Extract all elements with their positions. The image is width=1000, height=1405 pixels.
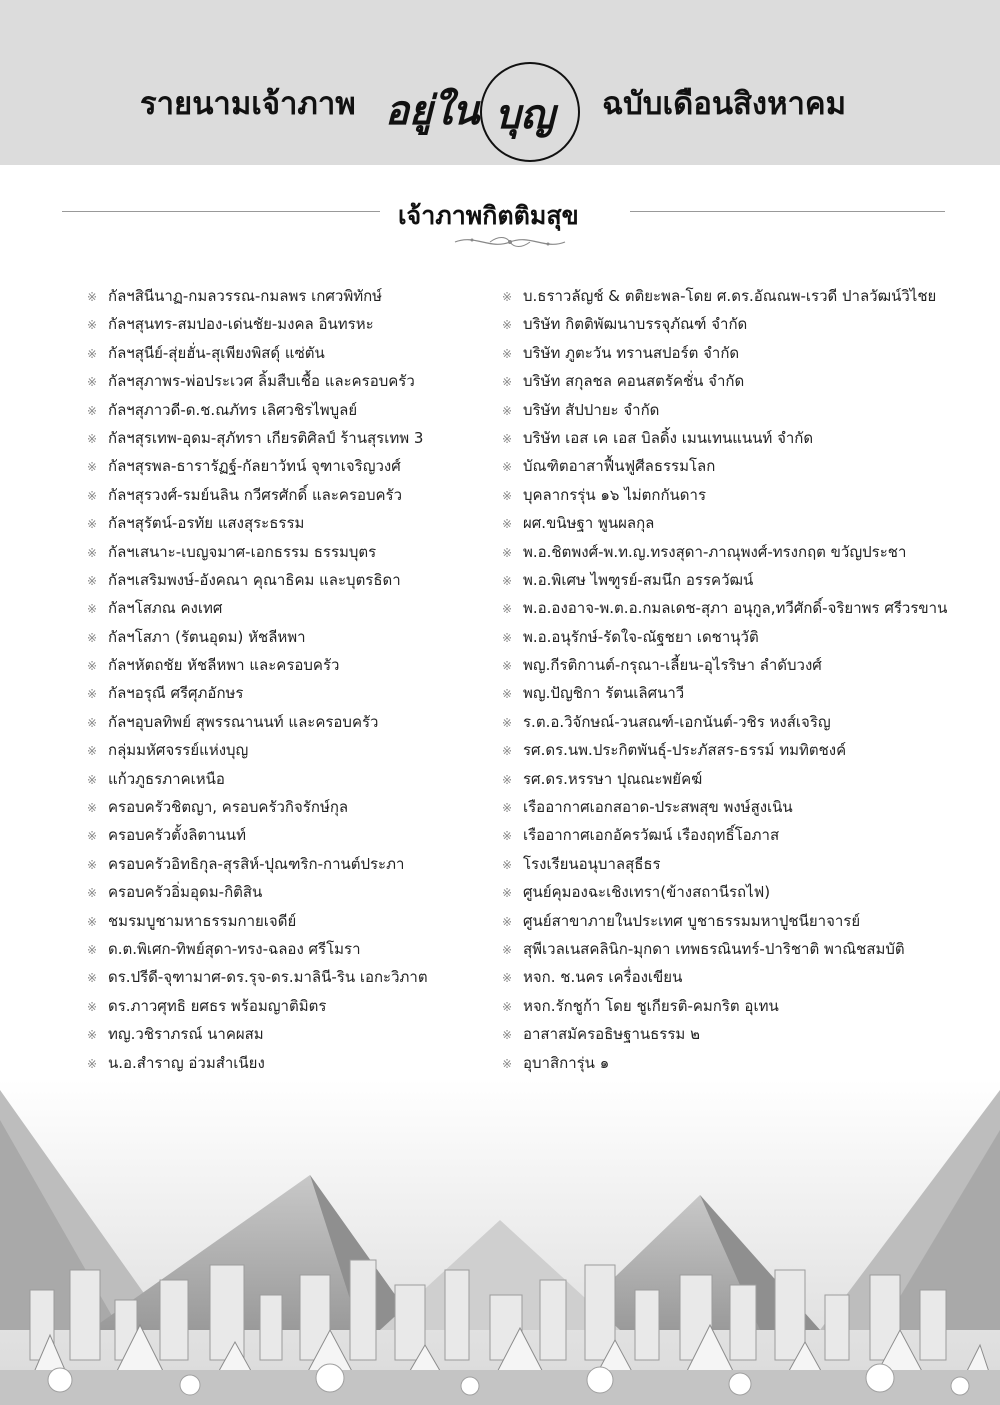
- donor-name: สุพีเวลเนสคลินิก-มุกดา เทพธรณินทร์-ปาริชาติ พาณิชสมบัติ: [523, 939, 905, 958]
- asterism-bullet-icon: ※: [502, 744, 513, 759]
- asterism-bullet-icon: ※: [87, 375, 98, 390]
- donor-list-item: [502, 708, 962, 736]
- donor-name: บริษัท เอส เค เอส บิลดิ้ง เมนเทนแนนท์ จำกัด: [523, 428, 814, 447]
- donor-list-item: [87, 396, 492, 424]
- donor-list-item: [502, 679, 962, 707]
- donor-list-item: [502, 424, 962, 452]
- asterism-bullet-icon: ※: [502, 488, 513, 503]
- donor-name: บ.ธราวลัญช์ & ตติยะพล-โดย ศ.ดร.อัณณพ-เรวดี ปาลวัฒน์วิไชย: [523, 287, 937, 305]
- asterism-bullet-icon: ※: [502, 545, 513, 560]
- donor-name: กัลฯอุบลทิพย์ สุพรรณานนท์ และครอบครัว: [108, 712, 379, 731]
- section-divider-left: [62, 211, 380, 212]
- donor-name: กัลฯเสนาะ-เบญจมาศ-เอกธรรม ธรรมบุตร: [108, 542, 377, 561]
- asterism-bullet-icon: ※: [502, 573, 513, 588]
- donor-name: บริษัท สัปปายะ จำกัด: [523, 400, 660, 419]
- donor-list-item: [87, 736, 492, 764]
- donor-list-item: [87, 708, 492, 736]
- donor-list-item: [502, 907, 962, 935]
- donor-list-item: [502, 452, 962, 480]
- donor-name: กัลฯสุรเทพ-อุดม-สุภัทรา เกียรติศิลป์ ร้านสุรเทพ 3: [108, 428, 424, 447]
- donor-list-item: [502, 481, 962, 509]
- donor-list-item: [502, 992, 962, 1020]
- donor-list-item: [87, 679, 492, 707]
- logo-text-second: บุญ: [495, 91, 555, 138]
- asterism-bullet-icon: ※: [87, 857, 98, 872]
- asterism-bullet-icon: ※: [502, 290, 513, 304]
- donor-list-item: [87, 424, 492, 452]
- asterism-bullet-icon: ※: [87, 744, 98, 759]
- asterism-bullet-icon: ※: [87, 517, 98, 532]
- donor-list-item: [87, 850, 492, 878]
- donor-name: บริษัท กิตติพัฒนาบรรจุภัณฑ์ จำกัด: [523, 315, 748, 334]
- donor-name: พญ.ปัญชิกา รัตนเลิศนาวี: [523, 684, 685, 703]
- flourish-ornament-icon: [450, 232, 570, 252]
- donor-list-item: [87, 623, 492, 651]
- asterism-bullet-icon: ※: [502, 772, 513, 787]
- donor-list-item: [502, 736, 962, 764]
- donor-name: ศูนย์คุมองฉะเชิงเทรา(ข้างสถานีรถไฟ): [523, 883, 771, 902]
- donor-name: กัลฯสุนีย์-สุ่ยฮั่น-สุเพียงพิสดุ์ แซ่ตัน: [108, 343, 325, 362]
- donor-name: กัลฯสินีนาฏ-กมลวรรณ-กมลพร เกศวพิทักษ์: [108, 287, 383, 305]
- donor-name: น.อ.สำราญ อ่วมสำเนียง: [108, 1053, 265, 1072]
- donor-name: พญ.กีรติกานต์-กรุณา-เลี้ยน-อุไรริษา ลำดับวงศ์: [523, 656, 822, 675]
- donor-name: แก้วภูธรภาคเหนือ: [108, 769, 225, 788]
- donor-list-item: [502, 1020, 962, 1048]
- donor-name: กัลฯโสภา (รัตนอุดม) หัชลีหพา: [108, 627, 306, 646]
- donor-list-item: [502, 396, 962, 424]
- asterism-bullet-icon: ※: [87, 801, 98, 816]
- donor-name: บัณฑิตอาสาฟื้นฟูศีลธรรมโลก: [523, 457, 716, 476]
- header-title-right: ฉบับเดือนสิงหาคม: [602, 86, 847, 122]
- donor-name: กัลฯสุภาวดี-ด.ช.ณภัทร เลิศวชิรไพบูลย์: [108, 400, 358, 419]
- asterism-bullet-icon: ※: [502, 886, 513, 901]
- donor-list-left: [87, 282, 492, 1134]
- donor-name: เรืออากาศเอกอัครวัฒน์ เรืองฤทธิ์โอภาส: [523, 826, 780, 845]
- asterism-bullet-icon: ※: [502, 318, 513, 333]
- donor-name: ดร.ปรีดี-จุฑามาศ-ดร.รุจ-ดร.มาลินี-ริน เอกะวิภาต: [108, 968, 428, 987]
- donor-name: ครอบครัวชิตญา, ครอบครัวกิจรักษ์กุล: [108, 798, 349, 817]
- donor-name: ชมรมบูชามหาธรรมกายเจดีย์: [108, 911, 297, 930]
- donor-list-item: [502, 594, 962, 622]
- asterism-bullet-icon: ※: [502, 971, 513, 986]
- donor-list-item: [502, 509, 962, 537]
- donor-name: ครอบครัวอิ่มอุดม-กิติสิน: [108, 883, 263, 902]
- asterism-bullet-icon: ※: [502, 999, 513, 1014]
- header-title-left: รายนามเจ้าภาพ: [140, 86, 356, 122]
- donor-list-item: [502, 963, 962, 991]
- donor-name: กัลฯหัตถชัย หัชลีหพา และครอบครัว: [108, 656, 340, 675]
- donor-list-item: [87, 992, 492, 1020]
- asterism-bullet-icon: ※: [87, 886, 98, 901]
- asterism-bullet-icon: ※: [502, 659, 513, 674]
- asterism-bullet-icon: ※: [87, 290, 98, 304]
- asterism-bullet-icon: ※: [87, 602, 98, 617]
- donor-name: พ.อ.พิเศษ ไพฑูรย์-สมนึก อรรควัฒน์: [523, 570, 754, 589]
- donor-name: อุบาสิการุ่น ๑: [523, 1053, 610, 1072]
- donor-list-item: [502, 793, 962, 821]
- magazine-logo: [380, 62, 595, 162]
- asterism-bullet-icon: ※: [502, 431, 513, 446]
- asterism-bullet-icon: ※: [87, 431, 98, 446]
- asterism-bullet-icon: ※: [87, 346, 98, 361]
- donor-list-item: [87, 538, 492, 566]
- asterism-bullet-icon: ※: [502, 517, 513, 532]
- asterism-bullet-icon: ※: [502, 630, 513, 645]
- donor-list-item: [87, 481, 492, 509]
- donor-name: อาสาสมัครอธิษฐานธรรม ๒: [523, 1025, 700, 1044]
- donor-name: พ.อ.ชิตพงศ์-พ.ท.ญ.ทรงสุดา-ภาณุพงศ์-ทรงกฤต ขวัญประชา: [523, 542, 907, 561]
- donor-list-item: [87, 821, 492, 849]
- asterism-bullet-icon: ※: [87, 971, 98, 986]
- asterism-bullet-icon: ※: [502, 829, 513, 844]
- donor-list-item: [502, 623, 962, 651]
- asterism-bullet-icon: ※: [502, 715, 513, 730]
- donor-name: ดร.ภาวศุทธิ ยศธร พร้อมญาติมิตร: [108, 996, 327, 1015]
- donor-name: กัลฯสุนทร-สมปอง-เด่นชัย-มงคล อินทรหะ: [108, 315, 374, 334]
- donor-list-item: [502, 850, 962, 878]
- donor-name: ศูนย์สาขาภายในประเทศ บูชาธรรมมหาปูชนียาจารย์: [523, 911, 861, 930]
- donor-name: เรืออากาศเอกสอาด-ประสพสุข พงษ์สูงเนิน: [523, 798, 793, 817]
- donor-list-item: [502, 935, 962, 963]
- donor-list-item: [87, 793, 492, 821]
- donor-name: กัลฯสุภาพร-พ่อประเวศ ลิ้มสืบเชื้อ และครอบครัว: [108, 372, 415, 391]
- asterism-bullet-icon: ※: [502, 801, 513, 816]
- donor-name: รศ.ดร.หรรษา ปุณณะพยัคฆ์: [523, 769, 703, 788]
- asterism-bullet-icon: ※: [502, 346, 513, 361]
- donor-name: กัลฯเสริมพงษ์-อังคณา คุณาธิคม และบุตรธิดา: [108, 570, 401, 589]
- asterism-bullet-icon: ※: [502, 375, 513, 390]
- donor-name: รศ.ดร.นพ.ประกิตพันธุ์-ประภัสสร-ธรรม์ ทมทิตชงค์: [523, 741, 847, 760]
- asterism-bullet-icon: ※: [87, 942, 98, 957]
- asterism-bullet-icon: ※: [87, 1028, 98, 1043]
- asterism-bullet-icon: ※: [502, 1028, 513, 1043]
- donor-list-item: [87, 907, 492, 935]
- asterism-bullet-icon: ※: [87, 488, 98, 503]
- donor-name: พ.อ.องอาจ-พ.ต.อ.กมลเดช-สุภา อนุกูล,ทวีศักดิ์-จริยาพร ศรีวรขาน: [523, 599, 948, 618]
- donor-list-item: [502, 566, 962, 594]
- donor-list-item: [87, 651, 492, 679]
- donor-name: หจก.รักชูก้า โดย ชูเกียรติ-คมกริต อุเทน: [523, 996, 779, 1015]
- donor-name: กัลฯโสภณ คงเทศ: [108, 599, 223, 618]
- donor-name: กัลฯสุรัตน์-อรทัย แสงสุระธรรม: [108, 514, 305, 533]
- donor-list-item: [502, 1049, 962, 1077]
- donor-list-item: [502, 282, 962, 310]
- asterism-bullet-icon: ※: [502, 914, 513, 929]
- asterism-bullet-icon: ※: [502, 857, 513, 872]
- asterism-bullet-icon: ※: [87, 630, 98, 645]
- donor-list-item: [87, 566, 492, 594]
- asterism-bullet-icon: ※: [87, 318, 98, 333]
- donor-name: ทญ.วชิราภรณ์ นาคผสม: [108, 1025, 264, 1044]
- donor-list-item: [502, 339, 962, 367]
- donor-list-item: [87, 452, 492, 480]
- donor-name: กัลฯอรุณี ศรีศุภอักษร: [108, 684, 244, 703]
- asterism-bullet-icon: ※: [502, 602, 513, 617]
- donor-name: กลุ่มมหัศจรรย์แห่งบุญ: [108, 741, 249, 760]
- donor-name: หจก. ช.นคร เครื่องเขียน: [523, 968, 683, 987]
- donor-list-item: [502, 765, 962, 793]
- donor-list-item: [87, 509, 492, 537]
- asterism-bullet-icon: ※: [87, 573, 98, 588]
- donor-list-item: [87, 594, 492, 622]
- asterism-bullet-icon: ※: [502, 687, 513, 702]
- donor-list-item: [502, 538, 962, 566]
- asterism-bullet-icon: ※: [87, 545, 98, 560]
- asterism-bullet-icon: ※: [502, 460, 513, 475]
- crystal-mountain-illustration: [0, 1080, 1000, 1405]
- asterism-bullet-icon: ※: [87, 687, 98, 702]
- donor-list-item: [502, 821, 962, 849]
- asterism-bullet-icon: ※: [87, 1056, 98, 1071]
- donor-name: ครอบครัวตั้งลิตานนท์: [108, 826, 246, 845]
- donor-name: ร.ต.อ.วิจักษณ์-วนสณฑ์-เอกนันต์-วชิร หงส์เจริญ: [523, 712, 831, 731]
- donor-list-item: [87, 765, 492, 793]
- asterism-bullet-icon: ※: [87, 999, 98, 1014]
- donor-list-item: [87, 339, 492, 367]
- asterism-bullet-icon: ※: [87, 914, 98, 929]
- donor-name: ด.ต.พิเศก-ทิพย์สุดา-ทรง-ฉลอง ศรีโมรา: [108, 939, 361, 958]
- asterism-bullet-icon: ※: [87, 403, 98, 418]
- donor-name: ผศ.ขนิษฐา พูนผลกุล: [523, 514, 655, 533]
- header-banner: [0, 0, 1000, 165]
- donor-name: พ.อ.อนุรักษ์-รัดใจ-ณัฐชยา เดชานุวัติ: [523, 627, 759, 646]
- donor-list-item: [502, 651, 962, 679]
- asterism-bullet-icon: ※: [87, 460, 98, 475]
- asterism-bullet-icon: ※: [87, 829, 98, 844]
- section-title: เจ้าภาพกิตติมสุข: [398, 201, 579, 230]
- asterism-bullet-icon: ※: [502, 403, 513, 418]
- asterism-bullet-icon: ※: [87, 715, 98, 730]
- donor-list-item: [502, 878, 962, 906]
- asterism-bullet-icon: ※: [87, 772, 98, 787]
- donor-list-item: [87, 1049, 492, 1077]
- donor-list-item: [87, 282, 492, 310]
- donor-name: กัลฯสุรพล-ธารารัฏฐ์-กัลยาวัทน์ จุฑาเจริญวงศ์: [108, 457, 401, 476]
- donor-list-item: [87, 310, 492, 338]
- donor-list-item: [87, 367, 492, 395]
- asterism-bullet-icon: ※: [502, 1056, 513, 1071]
- logo-text-first: อยู่ใน: [385, 87, 480, 134]
- donor-list-right: [502, 282, 962, 1134]
- donor-name: ครอบครัวอิทธิกุล-สุรสิห์-ปุณฑริก-กานต์ประภา: [108, 854, 405, 873]
- donor-list-item: [502, 367, 962, 395]
- donor-list-item: [502, 310, 962, 338]
- asterism-bullet-icon: ※: [502, 942, 513, 957]
- donor-list-item: [87, 878, 492, 906]
- donor-list-item: [87, 1020, 492, 1048]
- asterism-bullet-icon: ※: [87, 659, 98, 674]
- donor-name: บริษัท สกุลชล คอนสตรัคชั่น จำกัด: [523, 372, 745, 391]
- donor-name: โรงเรียนอนุบาลสุธีธร: [523, 854, 661, 873]
- donor-list-item: [87, 935, 492, 963]
- donor-list-item: [87, 963, 492, 991]
- section-divider-right: [630, 211, 945, 212]
- donor-name: บุคลากรรุ่น ๑๖ ไม่ตกกันดาร: [523, 485, 707, 504]
- donor-name: บริษัท ภูตะวัน ทรานสปอร์ต จำกัด: [523, 343, 740, 362]
- donor-name: กัลฯสุรวงศ์-รมย์นลิน กวีศรศักดิ์ และครอบครัว: [108, 485, 403, 504]
